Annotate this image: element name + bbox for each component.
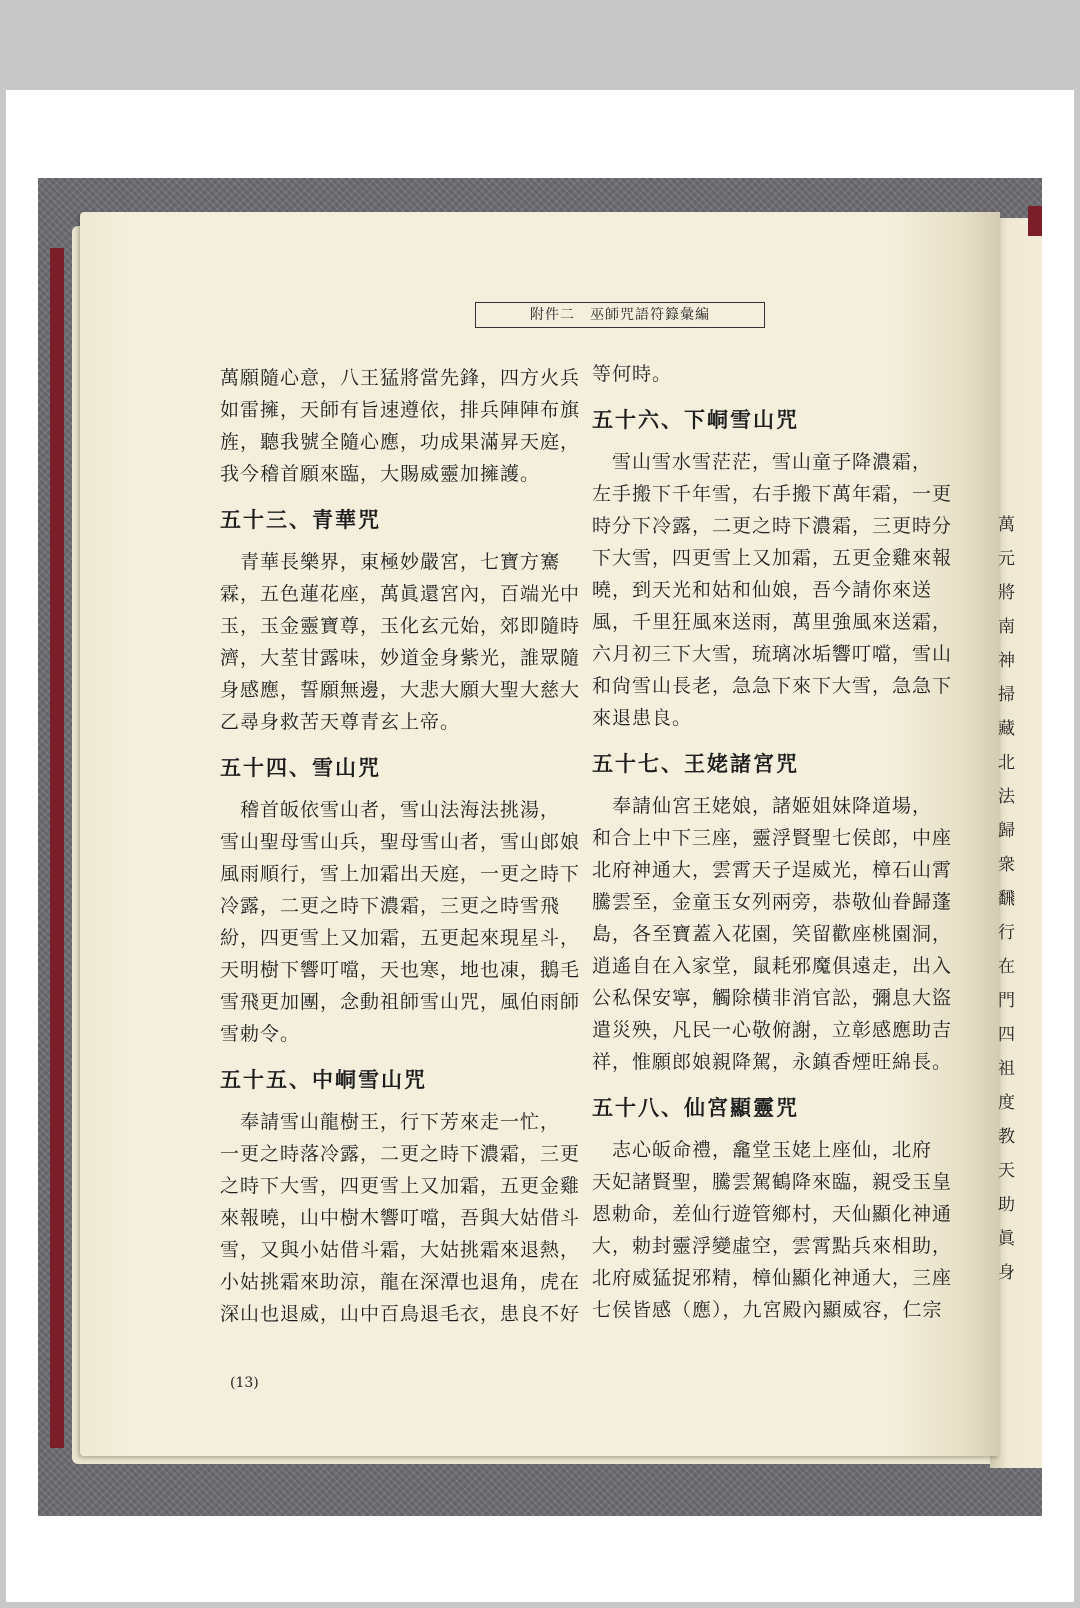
text-line: 恩勅命，差仙行遊管鄉村，天仙顯化神通 bbox=[592, 1203, 953, 1225]
next-page-fragments bbox=[998, 508, 1038, 1290]
text-line: 濟，大荎甘露味，妙道金身紫光，誰眾隨 bbox=[220, 647, 581, 669]
text-line: 雪飛更加團，念動祖師雪山咒，風伯雨師 bbox=[220, 991, 581, 1013]
fragment-char: 在 bbox=[998, 957, 1015, 977]
text-line: 時分下冷露，二更之時下濃霜，三更時分 bbox=[592, 515, 953, 537]
fragment-char: 南 bbox=[998, 617, 1015, 637]
text-line: 稽首皈依雪山者，雪山法海法挑湯， bbox=[220, 799, 561, 821]
fragment-char: 助 bbox=[998, 1195, 1015, 1215]
text-line: 七侯皆感（應），九宮殿內顯威容，仁宗 bbox=[592, 1299, 943, 1321]
fragment-char: 歸 bbox=[998, 821, 1015, 841]
fragment-char: 萬 bbox=[998, 515, 1015, 535]
text-line: 風，千里狂風來送雨，萬里強風來送霜， bbox=[592, 611, 953, 633]
page-number: (13) bbox=[230, 1375, 259, 1391]
text-line: 如雷擁，天師有旨速遵依，排兵陣陣布旗 bbox=[220, 399, 581, 421]
text-line: 大，勅封靈浮變虛空，雲霄點兵來相助， bbox=[592, 1235, 953, 1257]
fragment-char: 門 bbox=[998, 991, 1015, 1011]
fragment-char: 眞 bbox=[998, 1229, 1015, 1249]
text-line: 雪，又與小姑借斗霜，大姑挑霜來退熱， bbox=[220, 1239, 581, 1261]
text-line: 一更之時落冷露，二更之時下濃霜，三更 bbox=[220, 1143, 581, 1165]
text-line: 深山也退威，山中百鳥退毛衣，患良不好 bbox=[220, 1303, 581, 1325]
text-line: 紛，四更雪上又加霜，五更起來現星斗， bbox=[220, 927, 581, 949]
text-line: 和合上中下三座，靈浮賢聖七侯郎，中座 bbox=[592, 827, 953, 849]
text-line: 旌，聽我號全隨心應，功成果滿昇天庭， bbox=[220, 431, 581, 453]
text-line: 雪山聖母雪山兵，聖母雪山者，雪山郎娘 bbox=[220, 831, 581, 853]
text-line: 風雨順行，雪上加霜出天庭，一更之時下 bbox=[220, 863, 581, 885]
text-line: 雪山雪水雪茫茫，雪山童子降濃霜， bbox=[592, 451, 933, 473]
section-heading: 五十六、下峒雪山咒 bbox=[592, 407, 799, 432]
fragment-char: 飜 bbox=[998, 889, 1015, 909]
fragment-char: 元 bbox=[998, 549, 1015, 569]
book-cover-edge bbox=[50, 248, 64, 1448]
text-line: 下大雪，四更雪上又加霜，五更金雞來報 bbox=[592, 547, 953, 569]
book-page bbox=[80, 212, 1000, 1456]
fragment-char: 四 bbox=[998, 1025, 1015, 1045]
fragment-char: 天 bbox=[998, 1161, 1015, 1181]
text-line: 天明樹下響叮噹，天也寒，地也凍，鵝毛 bbox=[220, 959, 581, 981]
text-line: 奉請仙宮王姥娘，諸姬姐妹降道場， bbox=[592, 795, 933, 817]
right-text-column bbox=[592, 358, 972, 1326]
text-line: 之時下大雪，四更雪上又加霜，五更金雞 bbox=[220, 1175, 581, 1197]
fragment-char: 度 bbox=[998, 1093, 1015, 1113]
text-line: 來退患良。 bbox=[592, 707, 693, 729]
text-line: 萬願隨心意，八王猛將當先鋒，四方火兵 bbox=[220, 367, 581, 389]
text-line: 逍遙自在入家堂，鼠耗邪魔俱遠走，出入 bbox=[592, 955, 953, 977]
section-heading: 五十八、仙宮顯靈咒 bbox=[592, 1095, 799, 1120]
fragment-char: 行 bbox=[998, 923, 1015, 943]
text-line: 島，各至寶蓋入花園，笑留歡座桃園洞， bbox=[592, 923, 953, 945]
section-heading: 五十七、王姥諸宮咒 bbox=[592, 751, 799, 776]
running-header: 附件二 巫師咒語符籙彙編 bbox=[475, 302, 765, 328]
fragment-char: 法 bbox=[998, 787, 1015, 807]
fragment-char: 祖 bbox=[998, 1059, 1015, 1079]
text-line: 雪勅令。 bbox=[220, 1023, 301, 1045]
text-line: 六月初三下大雪，琉璃冰垢響叮噹，雪山 bbox=[592, 643, 953, 665]
text-line: 冷露，二更之時下濃霜，三更之時雪飛 bbox=[220, 895, 561, 917]
section-heading: 五十四、雪山咒 bbox=[220, 755, 381, 780]
fragment-char: 掃 bbox=[998, 685, 1015, 705]
text-line: 奉請雪山龍樹王，行下芳來走一忙， bbox=[220, 1111, 561, 1133]
fragment-char: 教 bbox=[998, 1127, 1015, 1147]
section-heading: 五十五、中峒雪山咒 bbox=[220, 1067, 427, 1092]
text-line: 祥，惟願郎娘親降駕，永鎮香煙旺綿長。 bbox=[592, 1051, 953, 1073]
fragment-char: 神 bbox=[998, 651, 1015, 671]
text-line: 曉，到天光和姑和仙娘，吾今請你來送 bbox=[592, 579, 933, 601]
fragment-char: 身 bbox=[998, 1263, 1015, 1283]
book-photo bbox=[38, 178, 1042, 1516]
section-heading: 五十三、青華咒 bbox=[220, 507, 381, 532]
text-line: 騰雲至，金童玉女列兩旁，恭敬仙眷歸蓬 bbox=[592, 891, 953, 913]
right-cover-edge bbox=[1028, 206, 1042, 236]
text-line: 霖，五色蓮花座，萬眞還宮內，百端光中 bbox=[220, 583, 581, 605]
text-line: 遣災殃，凡民一心敬俯謝，立彰感應助吉 bbox=[592, 1019, 953, 1041]
text-line: 玉，玉金靈寶尊，玉化玄元始，郊即隨時 bbox=[220, 615, 581, 637]
text-line: 青華長樂界，東極妙嚴宮，七寶方騫 bbox=[220, 551, 561, 573]
fragment-char: 將 bbox=[998, 583, 1015, 603]
text-line: 我今稽首願來臨，大賜威靈加擁護。 bbox=[220, 463, 541, 485]
fragment-char: 藏 bbox=[998, 719, 1015, 739]
text-line: 小姑挑霜來助涼，龍在深潭也退角，虎在 bbox=[220, 1271, 581, 1293]
fragment-char: 北 bbox=[998, 753, 1015, 773]
text-line: 左手搬下千年雪，右手搬下萬年霜，一更 bbox=[592, 483, 953, 505]
text-line: 北府神通大，雲霄天子逞威光，樟石山霄 bbox=[592, 859, 953, 881]
text-line: 來報曉，山中樹木響叮噹，吾與大姑借斗 bbox=[220, 1207, 581, 1229]
text-line: 等何時。 bbox=[592, 363, 673, 385]
text-line: 和尙雪山長老，急急下來下大雪，急急下 bbox=[592, 675, 953, 697]
text-line: 志心皈命禮，龕堂玉姥上座仙，北府 bbox=[592, 1139, 933, 1161]
text-line: 公私保安寧，觸除橫非消官訟，彌息大盜 bbox=[592, 987, 953, 1009]
text-line: 北府威猛捉邪精，樟仙顯化神通大，三座 bbox=[592, 1267, 953, 1289]
text-line: 身感應，誓願無邊，大悲大願大聖大慈大 bbox=[220, 679, 581, 701]
text-line: 乙尋身救苦天尊青玄上帝。 bbox=[220, 711, 461, 733]
text-line: 天妃諸賢聖，騰雲駕鶴降來臨，親受玉皇 bbox=[592, 1171, 953, 1193]
fragment-char: 衆 bbox=[998, 855, 1015, 875]
left-text-column bbox=[220, 362, 590, 1330]
